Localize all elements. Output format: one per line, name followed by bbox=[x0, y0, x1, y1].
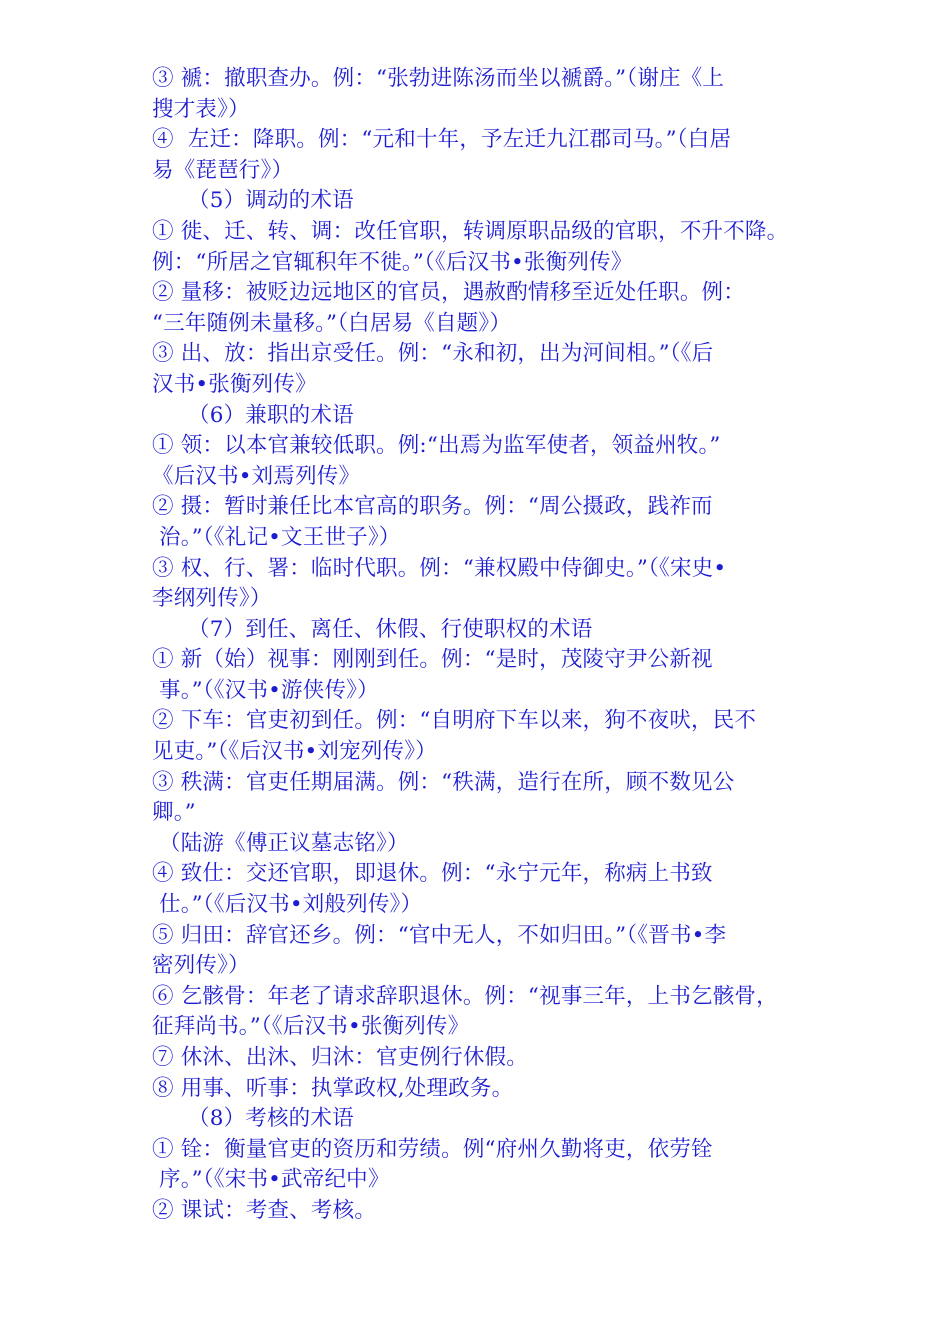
text-line: ⑥ 乞骸骨：年老了请求辞职退休。例：“视事三年，上书乞骸骨， bbox=[152, 983, 778, 1009]
text-line: 序。”（《宋书•武帝纪中》 bbox=[152, 1167, 390, 1193]
text-line: 卿。” bbox=[152, 800, 196, 826]
text-line: “三年随例未量移。”（白居易《自题》） bbox=[152, 310, 512, 336]
document-body bbox=[152, 64, 852, 1227]
text-line: ⑤ 归田：辞官还乡。例：“官中无人，不如归田。”（《晋书•李 bbox=[152, 922, 727, 948]
text-line: ③ 秩满：官吏任期届满。例：“秩满，造行在所，顾不数见公 bbox=[152, 769, 735, 795]
text-line: 易《琵琶行》） bbox=[152, 157, 294, 183]
text-line: 《后汉书•刘焉列传》 bbox=[152, 463, 361, 489]
text-line: 密列传》） bbox=[152, 953, 250, 979]
text-line: ⑧ 用事、听事：执掌政权,处理政务。 bbox=[152, 1075, 514, 1101]
section-heading: （8）考核的术语 bbox=[188, 1106, 354, 1132]
text-line: ① 铨：衡量官吏的资历和劳绩。例“府州久勤将吏，依劳铨 bbox=[152, 1136, 713, 1162]
text-line: 仕。”（《后汉书•刘般列传》） bbox=[152, 892, 423, 918]
text-line: ② 摄：暂时兼任比本官高的职务。例：“周公摄政，践祚而 bbox=[152, 494, 713, 520]
text-line: （陆游《傅正议墓志铭》） bbox=[152, 830, 409, 856]
text-line: 治。”（《礼记•文王世子》） bbox=[152, 524, 401, 550]
text-line: ③ 权、行、署：临时代职。例：“兼权殿中侍御史。”（《宋史• bbox=[152, 555, 727, 581]
section-heading: （7）到任、离任、休假、行使职权的术语 bbox=[188, 616, 593, 642]
section-heading: （5）调动的术语 bbox=[188, 188, 354, 214]
text-line: ③ 出、放：指出京受任。例：“永和初，出为河间相。”（《后 bbox=[152, 341, 714, 367]
text-line: 事。”（《汉书•游侠传》） bbox=[152, 677, 379, 703]
section-heading: （6）兼职的术语 bbox=[188, 402, 354, 428]
text-line: ⑦ 休沐、出沐、归沐：官吏例行休假。 bbox=[152, 1045, 528, 1070]
text-line: 搜才表》） bbox=[152, 96, 250, 122]
text-line: ② 下车：官吏初到任。例：“自明府下车以来，狗不夜吠，民不 bbox=[152, 708, 757, 734]
text-line: ② 量移：被贬边远地区的官员，遇赦酌情移至近处任职。例： bbox=[152, 280, 745, 306]
text-line: ① 领：以本官兼较低职。例:“出焉为监军使者，领益州牧。” bbox=[152, 433, 721, 459]
text-line: ① 徙、迁、转、调：改任官职，转调原职品级的官职，不升不降。 bbox=[152, 218, 789, 244]
text-line: ③ 褫：撤职查办。例：“张勃进陈汤而坐以褫爵。”（谢庄《上 bbox=[152, 66, 725, 91]
text-line: 汉书•张衡列传》 bbox=[152, 371, 317, 397]
text-line: 李纲列传》） bbox=[152, 586, 272, 612]
text-line: 征拜尚书。”（《后汉书•张衡列传》 bbox=[152, 1014, 470, 1040]
text-line: ④ 左迁：降职。例：“元和十年，予左迁九江郡司马。”（白居 bbox=[152, 127, 732, 153]
text-line: ④ 致仕：交还官职，即退休。例：“永宁元年，称病上书致 bbox=[152, 861, 713, 887]
text-line: ② 课试：考查、考核。 bbox=[152, 1197, 377, 1223]
text-line: 例：“所居之官辄积年不徙。”（《后汉书•张衡列传》 bbox=[152, 249, 633, 275]
text-line: 见吏。”（《后汉书•刘宠列传》） bbox=[152, 739, 437, 765]
text-line: ① 新（始）视事：刚刚到任。例：“是时，茂陵守尹公新视 bbox=[152, 647, 713, 673]
